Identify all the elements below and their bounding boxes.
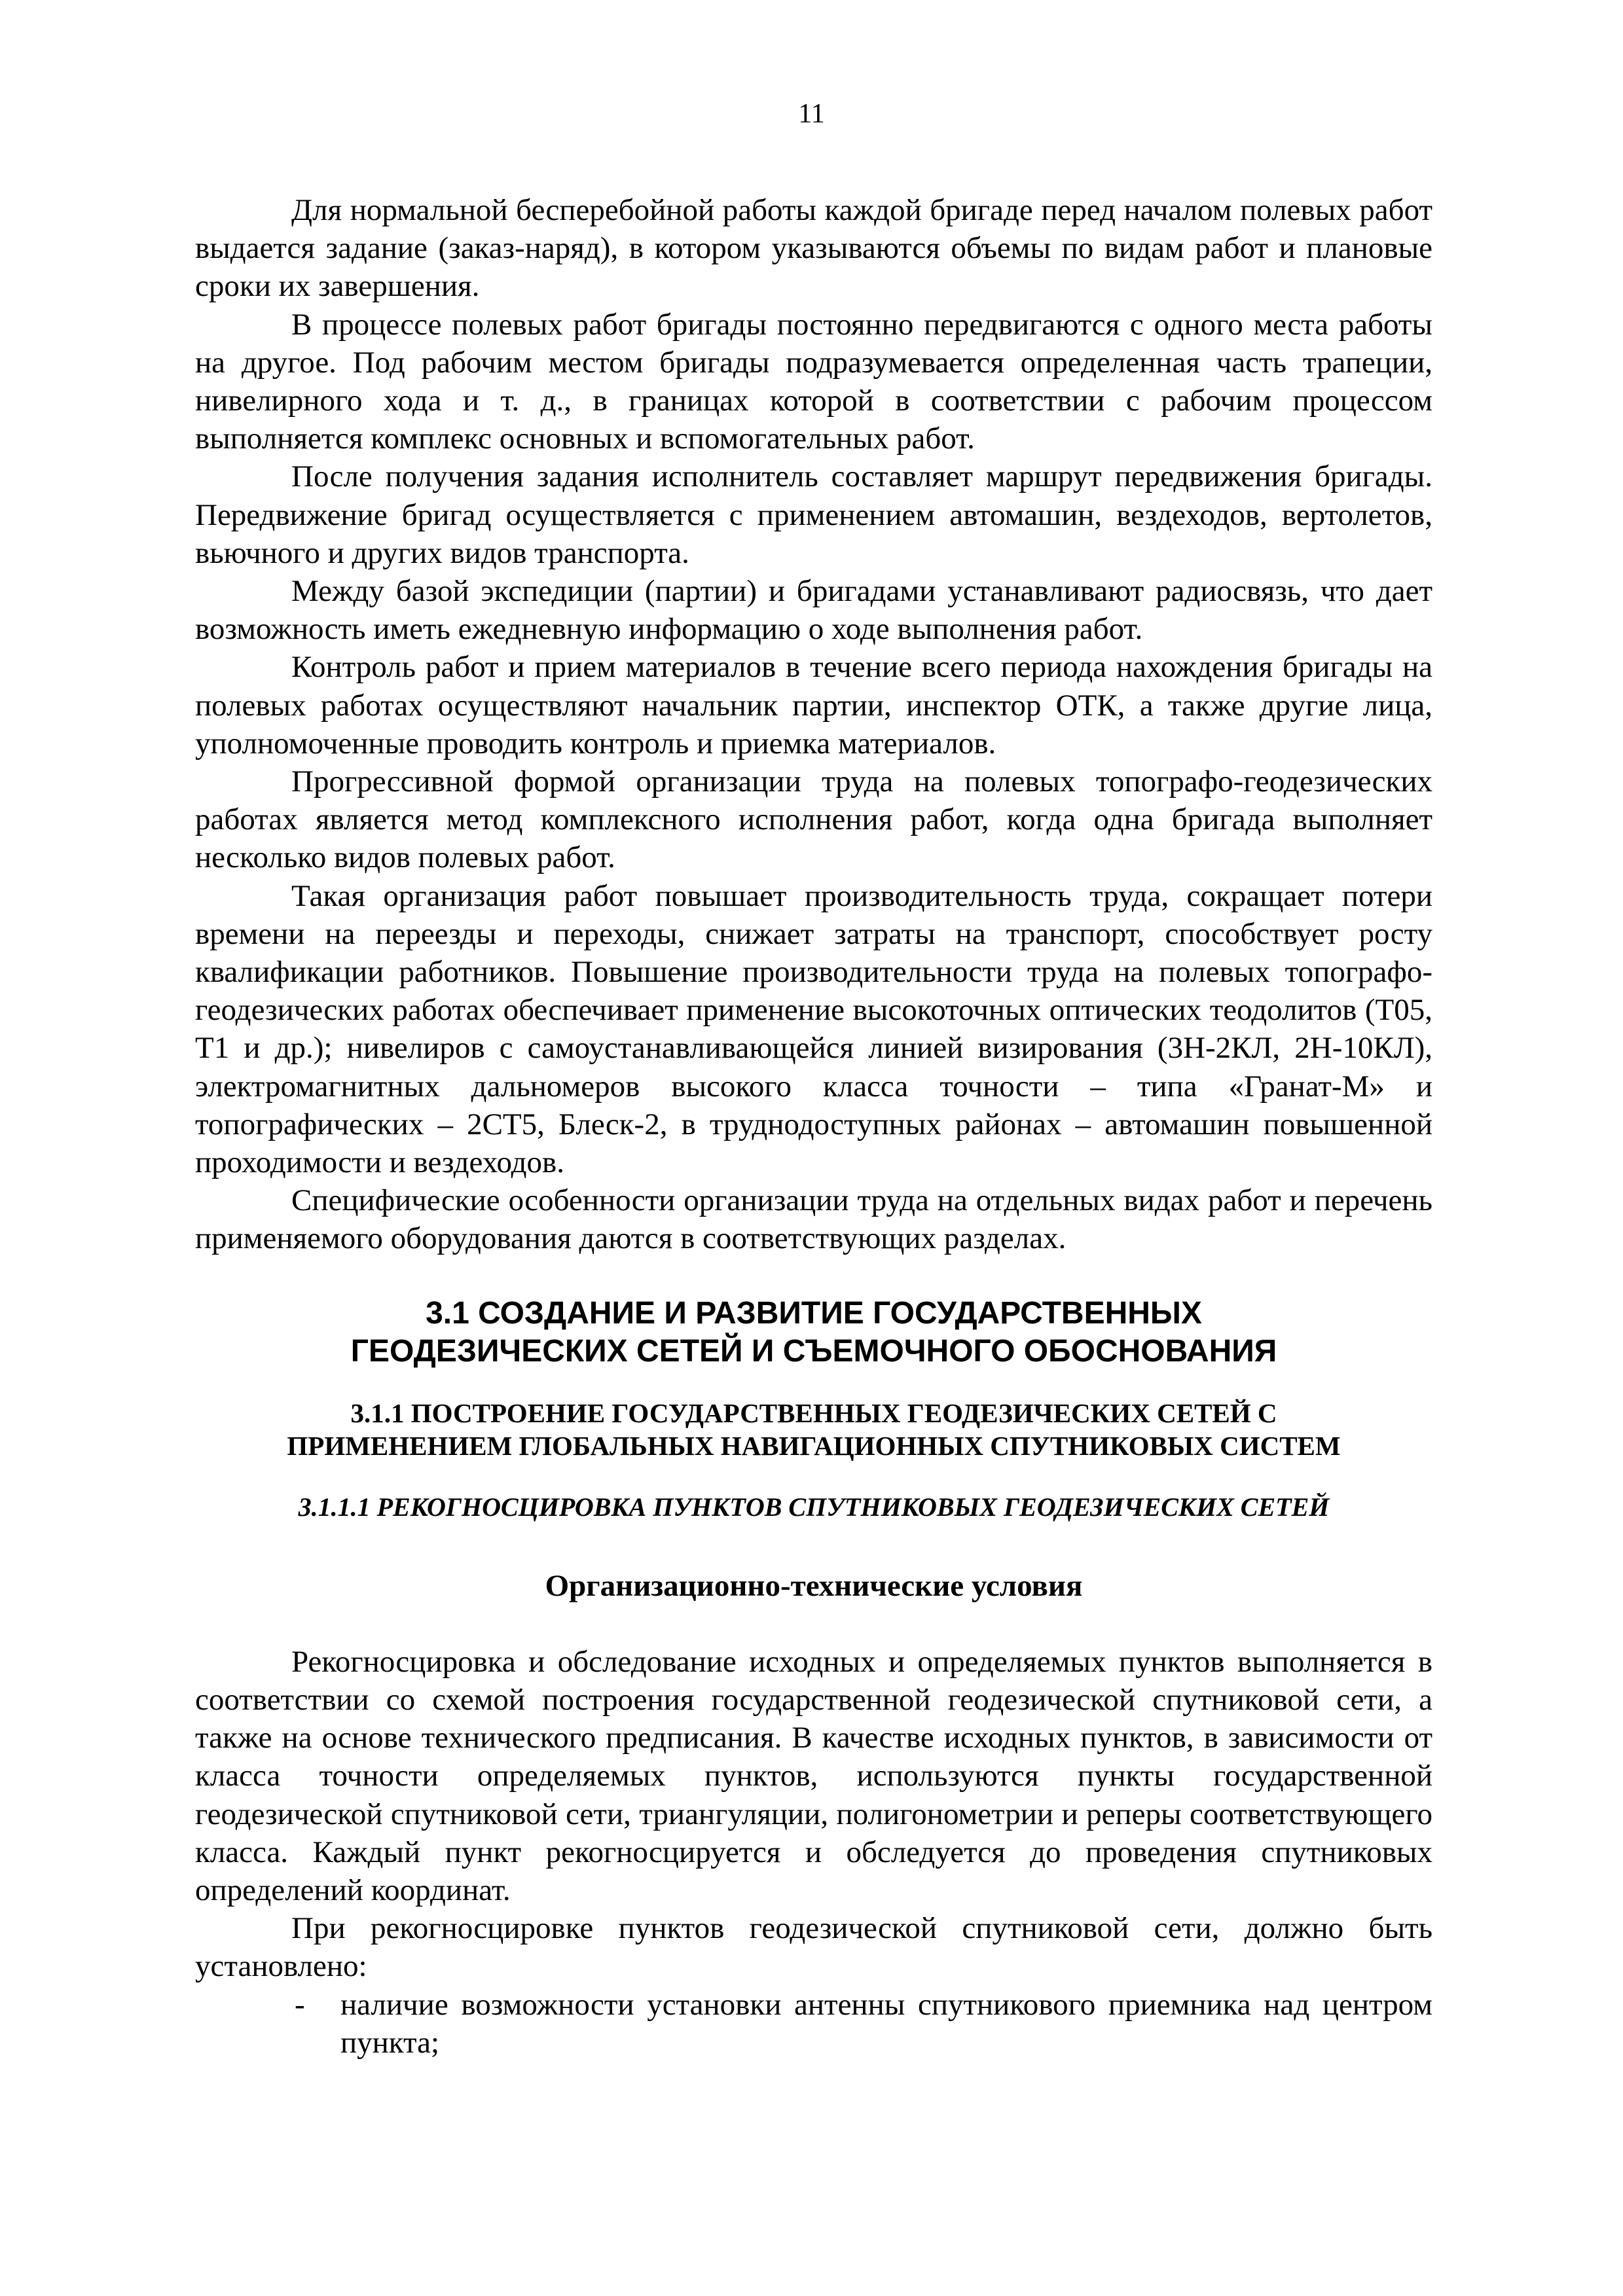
intro-paragraph-7: Такая организация работ повышает производительность труда, сокращает потери времени на переезды и переходы, снижает затраты на транспорт, способствует росту квалификации работников. Повышение производительности труда на полевых топографо-геодезических работах обеспечивает применение высокоточных оптических теодолитов (Т05, Т1 и др.); нивелиров с самоустанавливающейся линией визирования (3Н-2КЛ, 2Н-10КЛ), электромагнитных дальномеров высокого класса точности – типа «Гранат-М» и топографических – 2СТ5, Блеск-2, в труднодоступных районах – автомашин повышенной проходимости и вездеходов. [195, 878, 1432, 1180]
intro-paragraph-1: Для нормальной бесперебойной работы каждой бригаде перед началом полевых работ выдается задание (заказ-наряд), в котором указываются объемы по видам работ и плановые сроки их завершения. [195, 193, 1432, 304]
requirements-list [195, 1986, 1432, 2062]
page-number: 11 [798, 99, 825, 129]
intro-paragraph-3: После получения задания исполнитель составляет маршрут передвижения бригады. Передвижение бригад осуществляется с применением автомашин, вездеходов, вертолетов, вьючного и других видов транспорта. [195, 459, 1432, 570]
list-item-marker: - [295, 1987, 305, 2022]
section-heading [195, 1295, 1432, 1371]
subsection-heading-line-1: 3.1.1 ПОСТРОЕНИЕ ГОСУДАРСТВЕННЫХ ГЕОДЕЗИЧЕСКИХ СЕТЕЙ С [350, 1397, 1277, 1428]
body-paragraph-1: Рекогносцировка и обследование исходных и определяемых пунктов выполняется в соответствии со схемой построения государственной геодезической спутниковой сети, а также на основе технического предписания. В качестве исходных пунктов, в зависимости от класса точности определяемых пунктов, используются пункты государственной геодезической спутниковой сети, триангуляции, полигонометрии и реперы соответствующего класса. Каждый пункт рекогносцируется и обследуется до проведения спутниковых определений координат. [195, 1644, 1432, 1907]
block-heading: Организационно-технические условия [545, 1568, 1083, 1603]
body-paragraph-2: При рекогносцировке пунктов геодезической спутниковой сети, должно быть установлено: [195, 1911, 1432, 1984]
list-item [195, 1986, 1432, 2062]
section-heading-line-2: ГЕОДЕЗИЧЕСКИХ СЕТЕЙ И СЪЕМОЧНОГО ОБОСНОВАНИЯ [350, 1333, 1277, 1369]
list-item-text: наличие возможности установки антенны спутникового приемника над центром пункта; [340, 1987, 1432, 2060]
subsection-heading [195, 1397, 1432, 1462]
page-content [195, 191, 1432, 2062]
intro-paragraph-4: Между базой экспедиции (партии) и бригадами устанавливают радиосвязь, что дает возможность иметь ежедневную информацию о ходе выполнения работ. [195, 574, 1432, 647]
subsubsection-heading: 3.1.1.1 РЕКОГНОСЦИРОВКА ПУНКТОВ СПУТНИКОВЫХ ГЕОДЕЗИЧЕСКИХ СЕТЕЙ [298, 1492, 1330, 1522]
intro-paragraph-8: Специфические особенности организации труда на отдельных видах работ и перечень применяемого оборудования даются в соответствующих разделах. [195, 1183, 1432, 1256]
intro-paragraph-5: Контроль работ и прием материалов в течение всего периода нахождения бригады на полевых работах осуществляют начальник партии, инспектор ОТК, а также другие лица, уполномоченные проводить контроль и приемка материалов. [195, 650, 1432, 761]
section-heading-line-1: 3.1 СОЗДАНИЕ И РАЗВИТИЕ ГОСУДАРСТВЕННЫХ [426, 1295, 1202, 1331]
intro-paragraph-2: В процессе полевых работ бригады постоянно передвигаются с одного места работы на другое. Под рабочим местом бригады подразумевается определенная часть трапеции, нивелирного хода и т. д., в границах которой в соответствии с рабочим процессом выполняется комплекс основных и вспомогательных работ. [195, 307, 1432, 456]
intro-paragraph-6: Прогрессивной формой организации труда на полевых топографо-геодезических работах является метод комплексного исполнения работ, когда одна бригада выполняет несколько видов полевых работ. [195, 764, 1432, 875]
subsection-heading-line-2: ПРИМЕНЕНИЕМ ГЛОБАЛЬНЫХ НАВИГАЦИОННЫХ СПУТНИКОВЫХ СИСТЕМ [287, 1430, 1341, 1461]
